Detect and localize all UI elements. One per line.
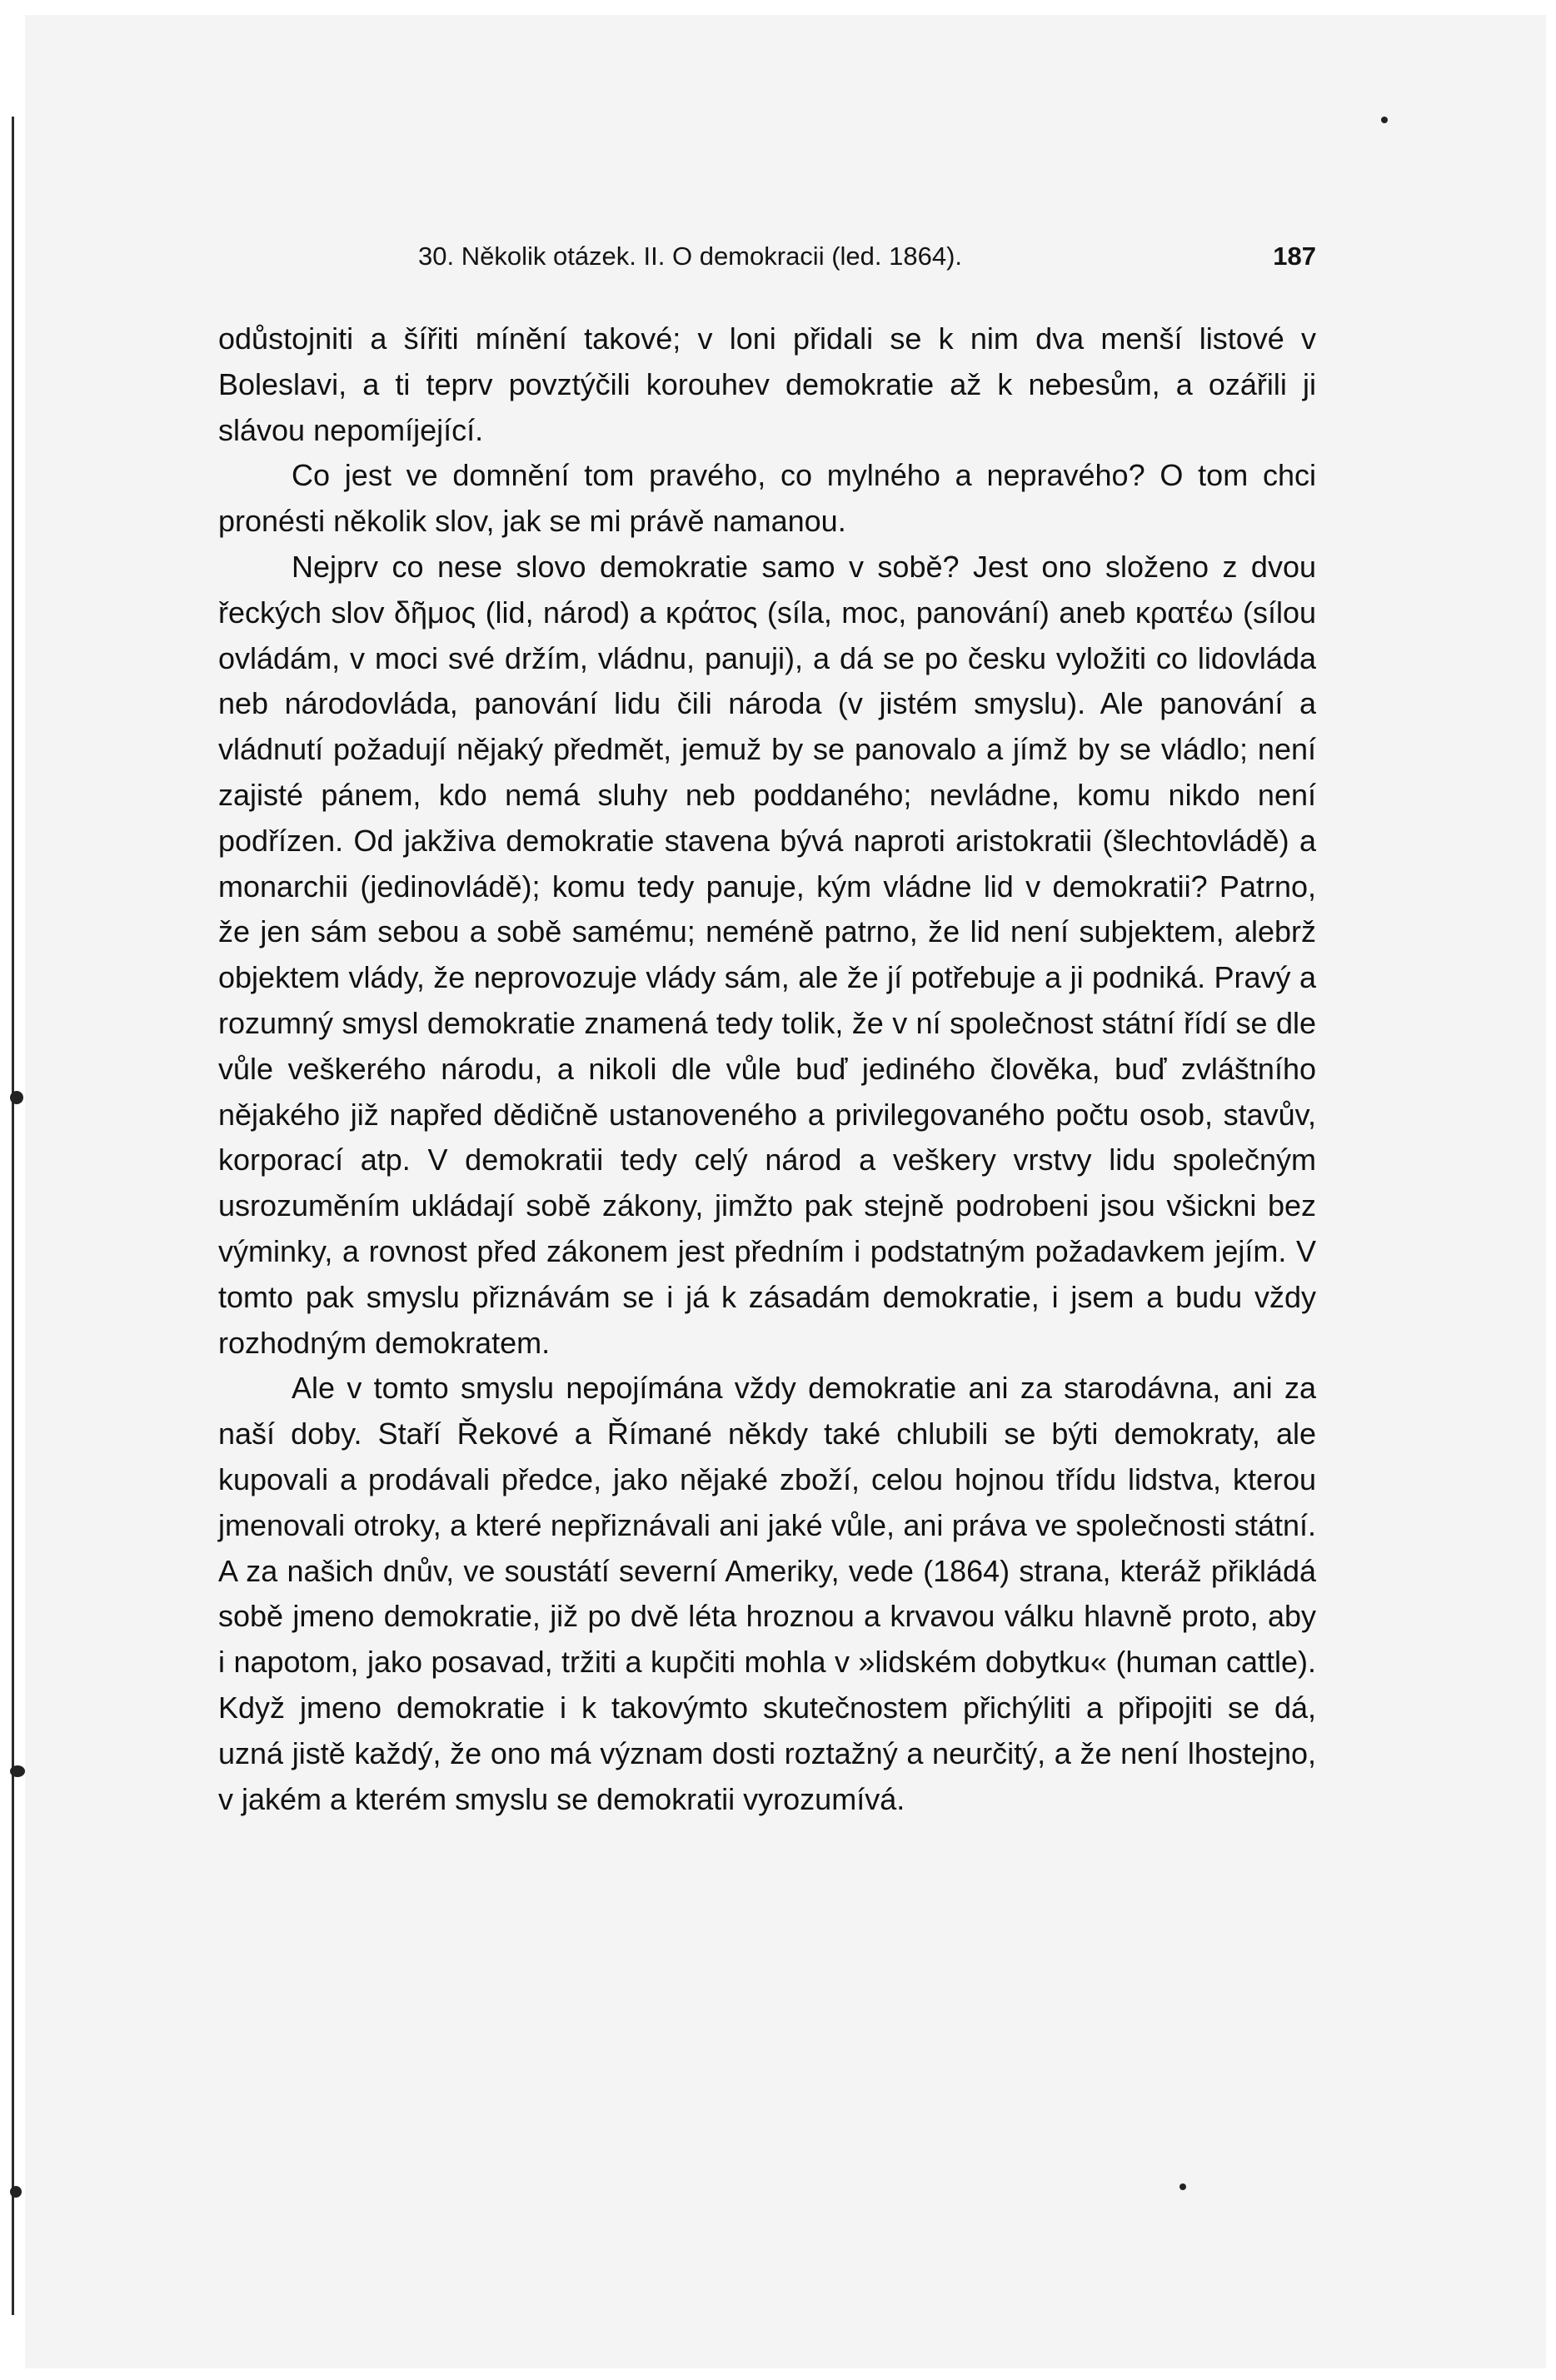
paragraph: odůstojniti a šířiti mínění takové; v loni přidali se k nim dva menší listové v Boleslavi, a ti teprv povztýčili korouhev demokratie až k nebesům, a ozářili ji slávou nepomíjející. [218,321,1316,447]
page-edge-right [1546,0,1556,2380]
running-header [418,241,1316,278]
paragraph: Co jest ve domnění tom pravého, co mylného a nepravého? O tom chci pronésti několik slov, jak se mi právě namanou. [218,458,1316,539]
scan-speck [10,2186,22,2198]
binding-edge-line [12,117,14,2315]
scan-speck [1179,2183,1186,2190]
paragraph: Nejprv co nese slovo demokratie samo v sobě? Jest ono složeno z dvou řeckých slov δῆμος (lid, národ) a κράτος (síla, moc, panování) aneb κρατέω (sílou ovládám, v moci své držím, vládnu, panuji), a dá se po česku vyložiti co lidovláda neb národovláda, panování lidu čili národa (v jistém smyslu). Ale panování a vládnutí požadují nějaký předmět, jemuž by se panovalo a jímž by se vládlo; není zajisté pánem, kdo nemá sluhy neb poddaného; nevládne, komu nikdo není podřízen. Od jakživa demokratie stavena bývá naproti aristokratii (šlechtovládě) a monarchii (jedinovládě); komu tedy panuje, kým vládne lid v demokratii? Patrno, že jen sám sebou a sobě samému; neméně patrno, že lid není subjektem, alebrž objektem vlády, že neprovozuje vlády sám, ale že jí potřebuje a ji podniká. Pravý a rozumný smysl demokratie znamená tedy tolik, že v ní společnost státní řídí se dle vůle veškerého národu, a nikoli dle vůle buď jediného člověka, buď zvláštního nějakého již napřed dědičně ustanoveného a privilegovaného počtu osob, stavův, korporací atp. V demokratii tedy celý národ a veškery vrstvy lidu společným usrozuměním ukládají sobě zákony, jimžto pak stejně podrobeni jsou všickni bez výminky, a rovnost před zákonem jest předním i podstatným požadavkem jejím. V tomto pak smyslu přiznávám se i já k zásadám demokratie, i jsem a budu vždy rozhodným demokratem. [218,549,1316,1360]
body-text [218,316,1316,1822]
paragraph: Ale v tomto smyslu nepojímána vždy demokratie ani za starodávna, ani za naší doby. Staří Řekové a Římané někdy také chlubili se býti demokraty, ale kupovali a prodávali předce, jako nějaké zboží, celou hojnou třídu lidstva, kterou jmenovali otroky, a které nepřiznávali ani jaké vůle, ani práva ve společnosti státní. A za našich dnův, ve soustátí severní Ameriky, vede (1864) strana, kteráž přikládá sobě jmeno demokratie, již po dvě léta hroznou a krvavou válku hlavně proto, aby i napotom, jako posavad, tržiti a kupčiti mohla v »lidském dobytku« (human cattle). Když jmeno demokratie i k takovýmto skutečnostem přichýliti a připojiti se dá, uzná jistě každý, že ono má význam dosti roztažný a neurčitý, a že není lhostejno, v jakém a kterém smyslu se demokratii vyrozumívá. [218,1371,1316,1816]
scan-speck [10,1765,25,1777]
page-number: 187 [1273,241,1316,271]
scan-speck [10,1091,23,1104]
scan-speck [1381,117,1388,123]
header-title: 30. Několik otázek. II. O demokracii (led. 1864). [418,241,963,271]
page-edge-bottom [0,2368,1556,2380]
page-edge-top [0,0,1556,15]
